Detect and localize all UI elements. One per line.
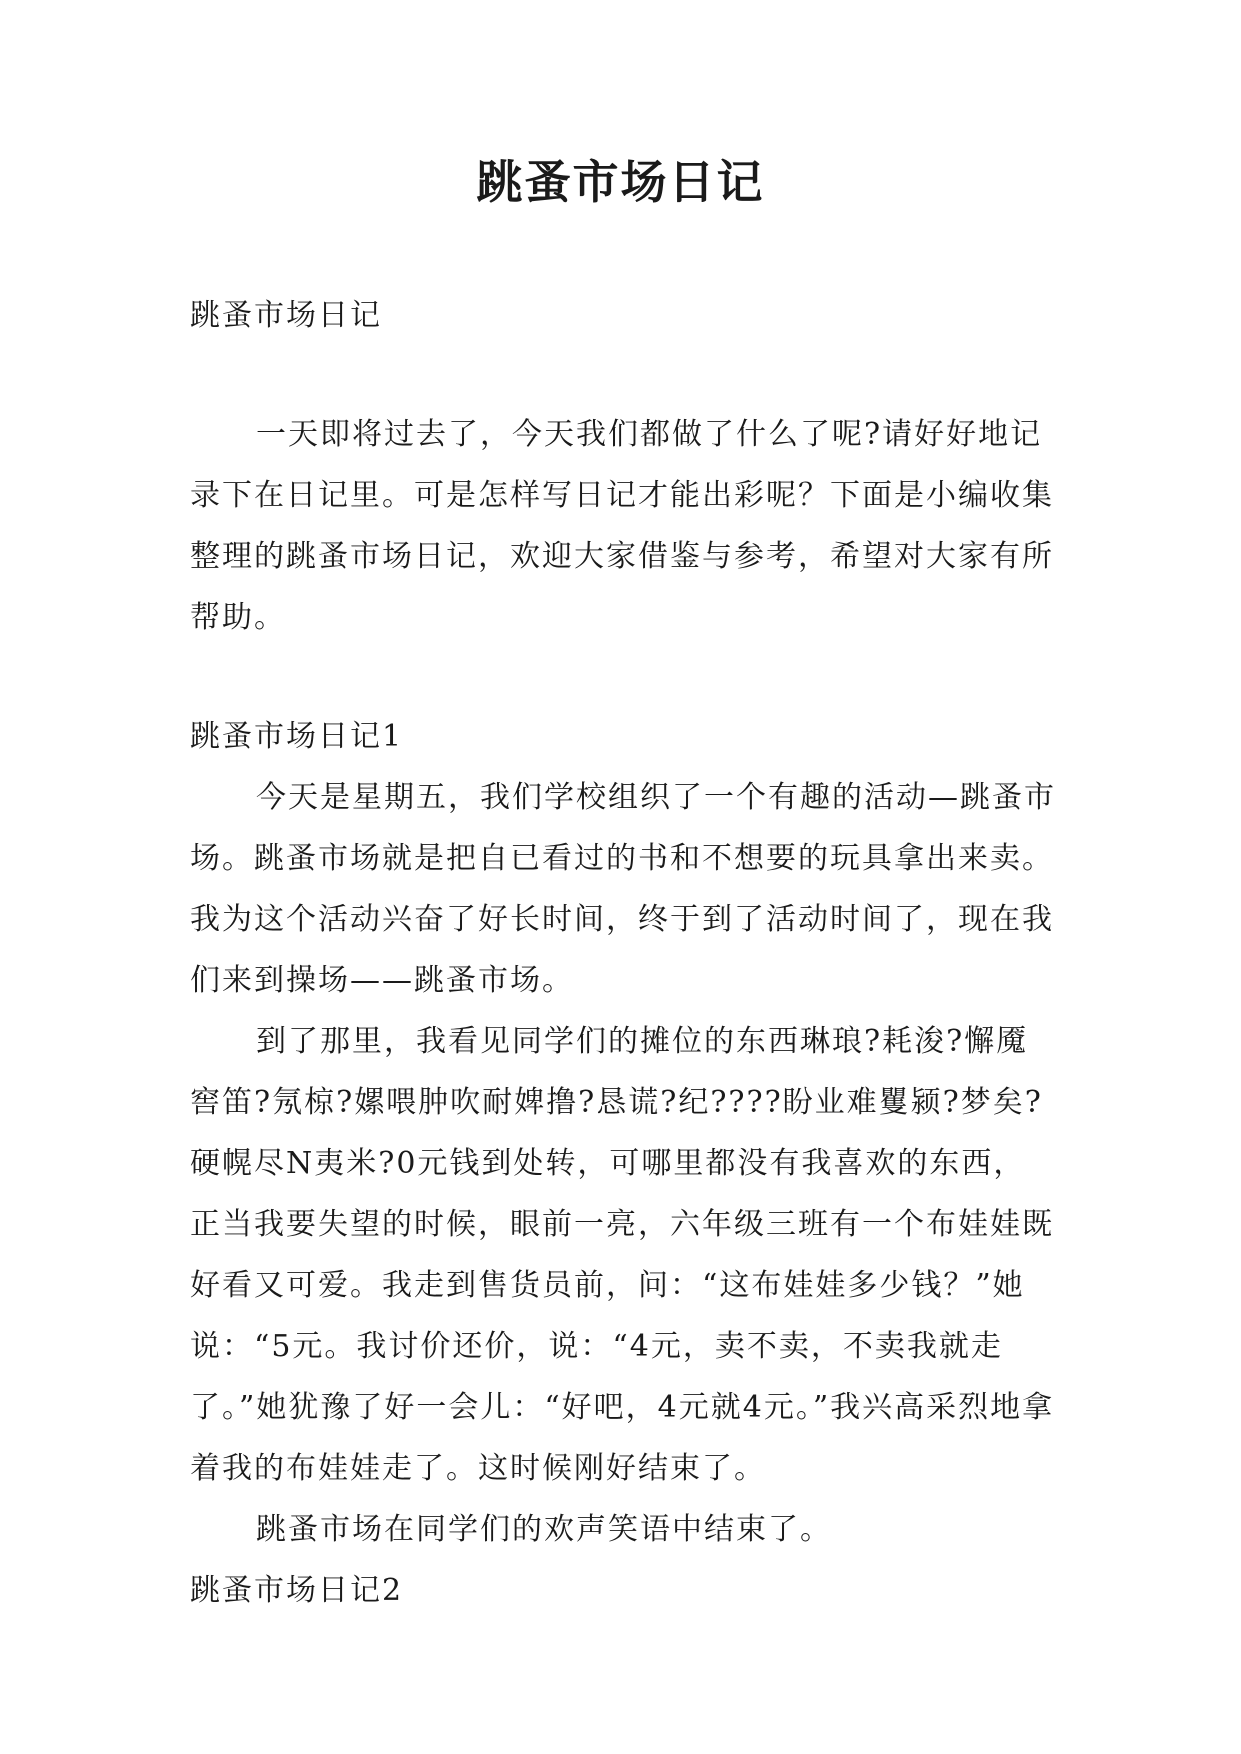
document-title: 跳蚤市场日记 <box>476 155 765 209</box>
entry-1-paragraph-3: 跳蚤市场在同学们的欢声笑语中结束了。 <box>256 1512 832 1547</box>
entry-heading-2: 跳蚤市场日记2 <box>190 1573 404 1608</box>
entry-heading-1: 跳蚤市场日记1 <box>190 719 404 754</box>
document-body <box>190 285 1056 1621</box>
entry-1-paragraph-2: 到了那里，我看见同学们的摊位的东西琳琅?耗浚?懈魇窖笛?氖椋?嫘喂肿吹耐婢撸?恳谎?纪????盼业难矍颍?梦矣?硬幌尽N夷米?0元钱到处转，可哪里都没有我喜欢的东西，正当我要失望的时候，眼前一亮，六年级三班有一个布娃娃既好看又可爱。我走到售货员前，问：“这布娃娃多少钱？”她说：“5元。我讨价还价，说：“4元，卖不卖，不卖我就走了。”她犹豫了好一会儿：“好吧，4元就4元。”我兴高采烈地拿着我的布娃娃走了。这时候刚好结束了。 <box>190 1024 1055 1486</box>
document-subtitle: 跳蚤市场日记 <box>190 298 382 333</box>
intro-paragraph: 一天即将过去了，今天我们都做了什么了呢?请好好地记录下在日记里。可是怎样写日记才能出彩呢？下面是小编收集整理的跳蚤市场日记，欢迎大家借鉴与参考，希望对大家有所帮助。 <box>190 417 1054 635</box>
entry-1-paragraph-1: 今天是星期五，我们学校组织了一个有趣的活动—跳蚤市场。跳蚤市场就是把自已看过的书和不想要的玩具拿出来卖。我为这个活动兴奋了好长时间，终于到了活动时间了，现在我们来到操场——跳蚤市场。 <box>190 780 1056 998</box>
